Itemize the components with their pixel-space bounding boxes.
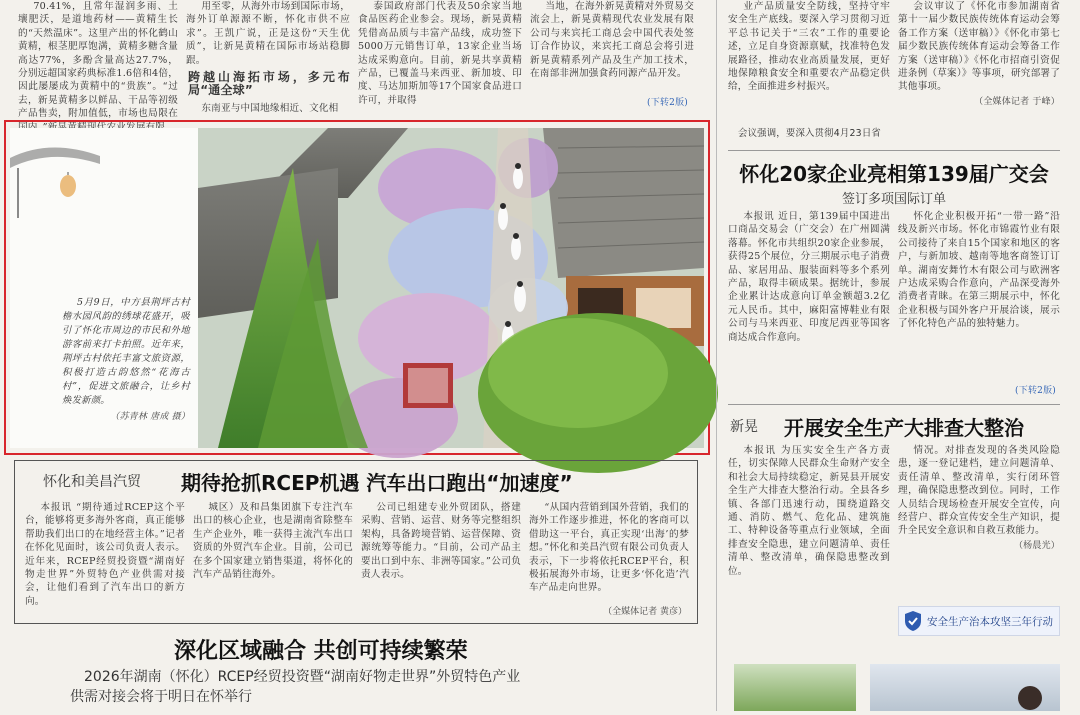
rcep-col-4 [529, 501, 689, 601]
rcep-col-4-text: “从国内营销到国外营销，我们的海外工作逐步推进，怀化的客商可以借助这一平台，真正实现‘出海’的梦想。”怀化和美昌汽贸有限公司负责人表示，下一步将依托RCEP平台，积极拓展海外市场，让更多‘怀化造’汽车产品走向世界。 [529, 502, 689, 594]
safety-top-rule [728, 404, 1060, 405]
canton-continue[interactable]: (下转2版) [1015, 385, 1056, 396]
top-col-2-text: 用至零，从海外市场到国际市场，海外订单源源不断，怀化市供不应求”。王凯广说，正是这份“天生优质”，让新晃黄精在国际市场站稳脚跟。 [186, 1, 350, 66]
rcep-col-2-text: 城区）及和昌集团旗下专注汽车出口的核心企业，也是湖南省除整车生产企业外，唯一获得主流汽车出口资质的外贸汽车企业。目前，公司已在多个国家建立销售渠道，将怀化的汽车产品销往海外。 [193, 502, 353, 581]
rcep-col-3 [361, 501, 521, 619]
top-col-3-text: 泰国政府部门代表及50余家当地食品医药企业参会。现场，新晃黄精凭借高品质与丰富产品线，成功签下5000万元销售订单，13家企业当场达成采购意向。目前，新晃共享黄精产品，已覆盖马来西亚、新加坡、印度、马达加斯加等17个国家食品进口许可，并取得 [358, 1, 522, 106]
top-col-2 [186, 0, 350, 112]
expo-sub-2: 供需对接会将于明日在怀举行 [70, 689, 252, 705]
safety-kicker: 新晃 [730, 419, 758, 435]
canton-col-b [898, 210, 1060, 398]
canton-subtitle: 签订多项国际订单 [841, 192, 946, 207]
rcep-col-1-text: 本报讯 “期待通过RCEP这个平台，能够将更多海外客商，真正能够帮助我们出口的在地经营主体。”记者在怀化见面时，该公司负责人表示。近年来，RCEP经贸投资暨“湖南好物走世界”外贸特色产业供需对接会，让他们看到了汽车出口的新方向。 [25, 502, 185, 607]
rcep-title: 期待抢抓RCEP机遇 汽车出口跑出“加速度” [181, 471, 573, 495]
safety-col-a-text: 本报讯 为压实安全生产各方责任，切实保障人民群众生命财产安全和社会大局持续稳定，新晃县开展安全生产大排查大整治行动。全县各乡镇、各部门迅速行动，围绕道路交通、消防、燃气、危化品、建筑施工、特种设备等重点行业领域，全面排查安全隐患，建立问题清单、责任清单、整改清单，确保隐患整改到位。 [728, 445, 890, 577]
canton-col-b-text: 怀化企业积极开拓“一带一路”沿线及新兴市场。怀化市锦霞竹业有限公司接待了来自15个国家和地区的客户，与新加坡、越南等地客商签订订单。湖南安舞竹木有限公司与欧洲客户达成采购合作意向，产品深受海外消费者青睐。在第三期展示中，怀化企业积极与国外客户开展洽谈，展示了怀化特色产品的独特魅力。 [898, 211, 1060, 330]
top-col-2-tail: 东南亚与中国地缘相近、文化相 [201, 102, 339, 114]
safety-title: 开展安全生产大排查大整治 [784, 416, 1024, 440]
bottom-photo-2 [870, 664, 1060, 711]
right-top-col-b [898, 0, 1060, 142]
canton-top-rule [728, 150, 1060, 151]
top-col-1 [18, 0, 178, 120]
right-top-byline: （全媒体记者 于峰） [974, 96, 1060, 107]
canton-title: 怀化20家企业亮相第139届广交会 [739, 162, 1049, 186]
rcep-story [14, 460, 698, 624]
safety-campaign-badge[interactable] [898, 606, 1060, 636]
safety-badge-label: 安全生产治本攻坚三年行动 [927, 615, 1053, 628]
photo-feature [4, 120, 710, 455]
top-subheading: 跨越山海拓市场，多元布局“通全球” [188, 70, 350, 98]
column-divider [716, 0, 717, 711]
rcep-col-1 [25, 501, 185, 619]
bottom-photo [734, 664, 856, 711]
flower-village-photo [198, 128, 704, 448]
photo-caption-text: 5月9日，中方县荆坪古村檐水园风韵的绣球花盛开，吸引了怀化市周边的市民和外地游客前来打卡拍照。近年来，荆坪古村依托丰富文旅资源，积极打造古韵悠然“花海古村”，促进文旅融合，让乡村焕发新颜。 [62, 297, 190, 406]
right-top-col-a-text: 业产品质量安全防线，坚持守牢安全生产底线。要深入学习贯彻习近平总书记关于“三农”工作的重要论述，立足自身资源禀赋，找准特色发展路径，推动农业高质量发展，更好地保障粮食安全和重要农产品稳定供给，全面推进乡村振兴。 [728, 1, 890, 93]
safety-col-b [898, 444, 1060, 594]
top-col-4 [530, 0, 694, 112]
safety-col-a [728, 444, 890, 654]
rcep-byline: （全媒体记者 黄彦） [603, 607, 687, 617]
canton-col-a-text: 本报讯 近日，第139届中国进出口商品交易会（广交会）在广州圆满落幕。怀化市共组织20家企业参展，获得25个展位，分三期展示电子消费品、家居用品、服装面料等多个系列产品，取得丰硕成果。据统计，参展企业累计达成意向订单金额超3.2亿元人民币。其中，麻阳富博鞋业有限公司与马来西亚、印度尼西亚等国客商达成合作意向。 [728, 211, 890, 343]
rcep-col-3-text: 公司已组建专业外贸团队，搭建采购、营销、运营、财务等完整组织架构，具备跨境营销、运营保障、资源统筹等能力。“目前，公司产品主要出口到中东、非洲等国家。”公司负责人表示。 [361, 502, 521, 581]
expo-sub-1: 2026年湖南（怀化）RCEP经贸投资暨“湖南好物走世界”外贸特色产业 [84, 669, 521, 685]
photo-scene [198, 128, 704, 448]
top-col-4-text: 当地，在海外新晃黄精对外贸易交流会上，新晃黄精现代农业发展有限公司与来宾托工商总会中国代表处签订合作协议，来宾托工商总会将引进新晃黄精系列产品及生产加工技术，在南部非洲加强食药同源产品开发。 [530, 1, 694, 80]
rcep-col-2 [193, 501, 353, 619]
rcep-kicker: 怀化和美昌汽贸 [43, 474, 141, 490]
shield-icon [903, 610, 923, 632]
safety-byline: （杨晨光） [1013, 540, 1060, 551]
photo-credit: （苏青林 唐成 摄） [110, 412, 190, 422]
right-top-col-a [728, 0, 890, 142]
right-top-col-b-text: 会议审议了《怀化市参加湖南省第十一届少数民族传统体育运动会筹备工作方案（送审稿）》《怀化市第七届少数民族传统体育运动会筹备工作方案（送审稿）》《怀化市招商引资促进条例（草案）》等事项，研究部署了其他事项。 [898, 1, 1060, 93]
photo-caption [62, 296, 190, 424]
expo-headline [14, 628, 696, 711]
safety-col-b-text: 情况。对排查发现的各类风险隐患，逐一登记建档，建立问题清单、责任清单、整改清单，实行闭环管理，确保隐患整改到位。同时，工作人员结合现场检查开展安全宣传，向经营户、群众宣传安全生产知识，提升全民安全意识和自救互救能力。 [898, 445, 1060, 537]
right-top-foot: 会议强调，要深入贯彻4月23日省 [738, 127, 881, 139]
top-col-3 [358, 0, 522, 112]
continue-marker[interactable]: (下转2版) [647, 97, 688, 108]
top-col-1-text: 70.41%，且常年湿润多雨、土壤肥沃，是道地药材——黄精生长的“天然温床”。这里产出的怀化鹤山黄精，根茎肥厚饱满，黄精多糖含量高达77%，多酚含量高达27.7%，分别远超国家药典标准1.6倍和4倍，因此屡屡成为黄精中的“贵族”。“过去，新晃黄精多以鲜品、干品等初级产品售卖，附加值低，市场也局限在 [18, 1, 178, 120]
caption-panel [10, 128, 198, 448]
canton-col-a [728, 210, 890, 398]
expo-title: 深化区域融合 共创可持续繁荣 [174, 639, 468, 664]
person-silhouette [870, 664, 1060, 711]
eave-illustration [10, 128, 198, 218]
